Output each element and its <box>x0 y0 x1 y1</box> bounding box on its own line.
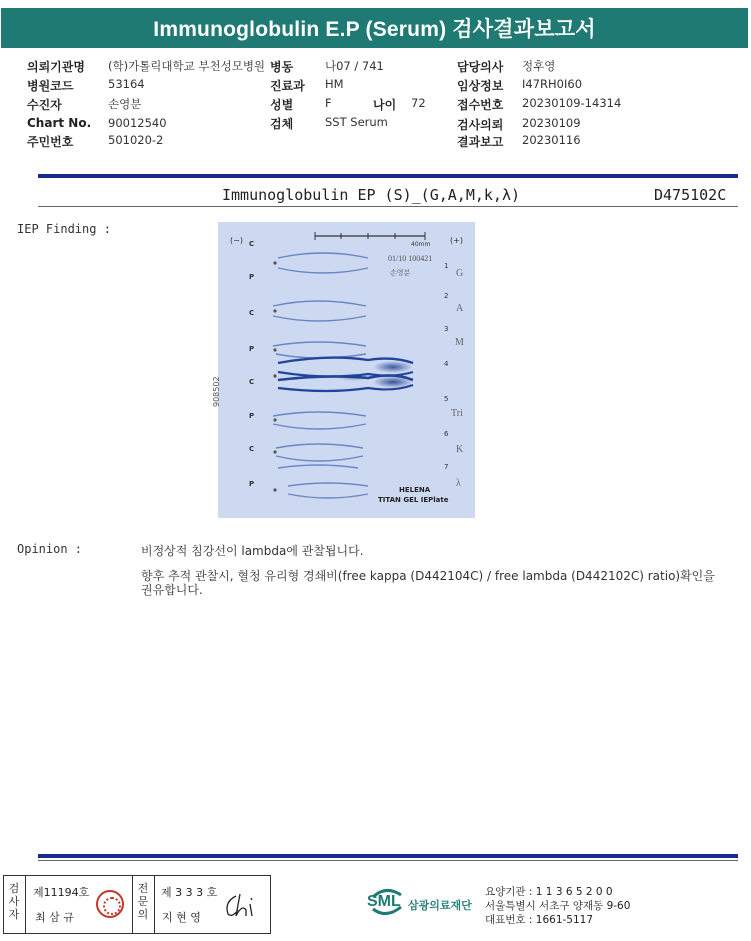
info-value-age: 72 <box>411 96 426 110</box>
specialist-label: 전문의 <box>137 882 149 921</box>
info-value-chart-no: 90012540 <box>108 116 167 130</box>
info-label-chart-no: Chart No. <box>27 116 92 130</box>
test-title: Immunoglobulin EP (S)_(G,A,M,k,λ) <box>222 186 521 204</box>
spike-blot-2 <box>373 376 413 388</box>
examiner-label: 검사자 <box>8 882 20 921</box>
section-divider-bottom <box>38 854 738 858</box>
examiner-label-cell <box>4 876 26 933</box>
spike-blot-3 <box>337 373 369 381</box>
examiner-name: 최 삼 규 <box>35 911 74 924</box>
gel-stamp-date: 01/10 100421 <box>388 254 433 263</box>
signature-box <box>3 875 271 934</box>
row-number: 4 <box>444 360 449 368</box>
info-value-department: HM <box>325 77 344 91</box>
gel-plus-label: (+) <box>450 236 463 245</box>
info-label-ward: 병동 <box>270 60 294 74</box>
patient-info <box>0 56 751 156</box>
antisera-label: M <box>455 337 464 348</box>
row-code: C <box>249 378 255 386</box>
row-code: P <box>249 480 255 488</box>
lab-name: 삼광의료재단 <box>408 899 472 912</box>
specialist-name: 지 현 영 <box>162 911 201 924</box>
section-divider-bottom-thin <box>38 860 738 861</box>
test-code: D475102C <box>654 186 727 204</box>
spike-blot-1 <box>373 361 413 373</box>
gel-stamp-name: 손영분 <box>390 269 411 277</box>
info-label-resident-no: 주민번호 <box>27 135 74 149</box>
gel-brand: HELENA <box>399 486 431 494</box>
info-value-resident-no: 501020-2 <box>108 133 164 147</box>
test-divider <box>38 206 738 207</box>
opinion-text-2: 향후 추적 관찰시, 혈청 유리형 경쇄비(free kappa (D442104C) / free lambda (D442102C) ratio)확인을 권유합니다. <box>141 569 715 597</box>
gel-minus-label: (−) <box>230 236 243 245</box>
info-value-receipt-no: 20230109-14314 <box>522 96 622 110</box>
row-code: C <box>249 240 255 248</box>
info-label-hospital-code: 병원코드 <box>27 79 74 93</box>
signature <box>222 890 260 920</box>
info-label-sex: 성별 <box>270 98 294 112</box>
lab-logo-text: SML <box>367 893 401 910</box>
antisera-label: A <box>456 303 464 314</box>
antisera-label: Tri <box>451 408 463 419</box>
info-value-hospital-code: 53164 <box>108 77 145 91</box>
row-number: 2 <box>444 292 449 300</box>
antisera-label: K <box>456 444 464 455</box>
info-label-specimen: 검체 <box>270 117 294 131</box>
info-value-sex: F <box>325 96 332 110</box>
row-code: C <box>249 445 255 453</box>
info-label-request-date: 검사의뢰 <box>457 118 504 132</box>
gel-side-number: 908502 <box>212 376 221 407</box>
info-value-report-date: 20230116 <box>522 133 581 147</box>
info-value-request-date: 20230109 <box>522 116 581 130</box>
info-label-department: 진료과 <box>270 79 305 93</box>
gel-drawing <box>218 222 475 518</box>
info-value-doctor: 정후영 <box>522 59 556 73</box>
info-label-receipt-no: 접수번호 <box>457 98 504 112</box>
electrophoresis-gel-image <box>212 222 475 518</box>
examiner-license-no: 제11194호 <box>33 886 90 899</box>
gel-product: TITAN GEL IEPlate <box>378 496 449 504</box>
info-label-clinical-info: 임상정보 <box>457 79 504 93</box>
opinion-text-1: 비정상적 침강선이 lambda에 관찰됩니다. <box>141 544 364 558</box>
row-code: P <box>249 273 255 281</box>
info-value-patient: 손영분 <box>108 97 142 111</box>
report-title: Immunoglobulin E.P (Serum) 검사결과보고서 <box>1 8 748 48</box>
lab-address: 서울특별시 서초구 양재동 9-60 <box>485 900 631 912</box>
specialist-license-no: 제 3 3 3 호 <box>161 886 218 899</box>
info-value-institution: (학)가톨릭대학교 부천성모병원 <box>108 59 266 73</box>
seal-stamp <box>96 890 124 918</box>
gel-background <box>218 222 475 518</box>
iep-finding-label: IEP Finding : <box>17 222 111 236</box>
row-number: 5 <box>444 395 449 403</box>
info-label-institution: 의뢰기관명 <box>27 60 85 74</box>
info-label-patient: 수진자 <box>27 98 62 112</box>
lab-phone: 대표번호 : 1661-5117 <box>485 914 594 926</box>
antisera-label: G <box>456 268 464 279</box>
info-value-specimen: SST Serum <box>325 115 388 129</box>
section-divider-top <box>38 174 738 178</box>
row-code: P <box>249 412 255 420</box>
info-label-doctor: 담당의사 <box>457 60 504 74</box>
info-label-report-date: 결과보고 <box>457 135 504 149</box>
info-label-age: 나이 <box>373 98 397 112</box>
row-number: 7 <box>444 463 449 471</box>
opinion-label: Opinion : <box>17 542 83 556</box>
row-code: C <box>249 309 255 317</box>
row-number: 3 <box>444 325 449 333</box>
gel-scale-label: 40mm <box>411 241 431 248</box>
lab-info <box>485 885 630 927</box>
info-value-clinical-info: I47RH0I60 <box>522 77 583 91</box>
specialist-label-cell <box>132 876 155 933</box>
info-value-ward: 나07 / 741 <box>325 59 384 73</box>
row-number: 6 <box>444 430 449 438</box>
lab-id: 요양기관 : 1 1 3 6 5 2 0 0 <box>485 886 613 898</box>
antisera-label: λ <box>456 478 461 489</box>
row-code: P <box>249 345 255 353</box>
row-number: 1 <box>444 262 449 270</box>
